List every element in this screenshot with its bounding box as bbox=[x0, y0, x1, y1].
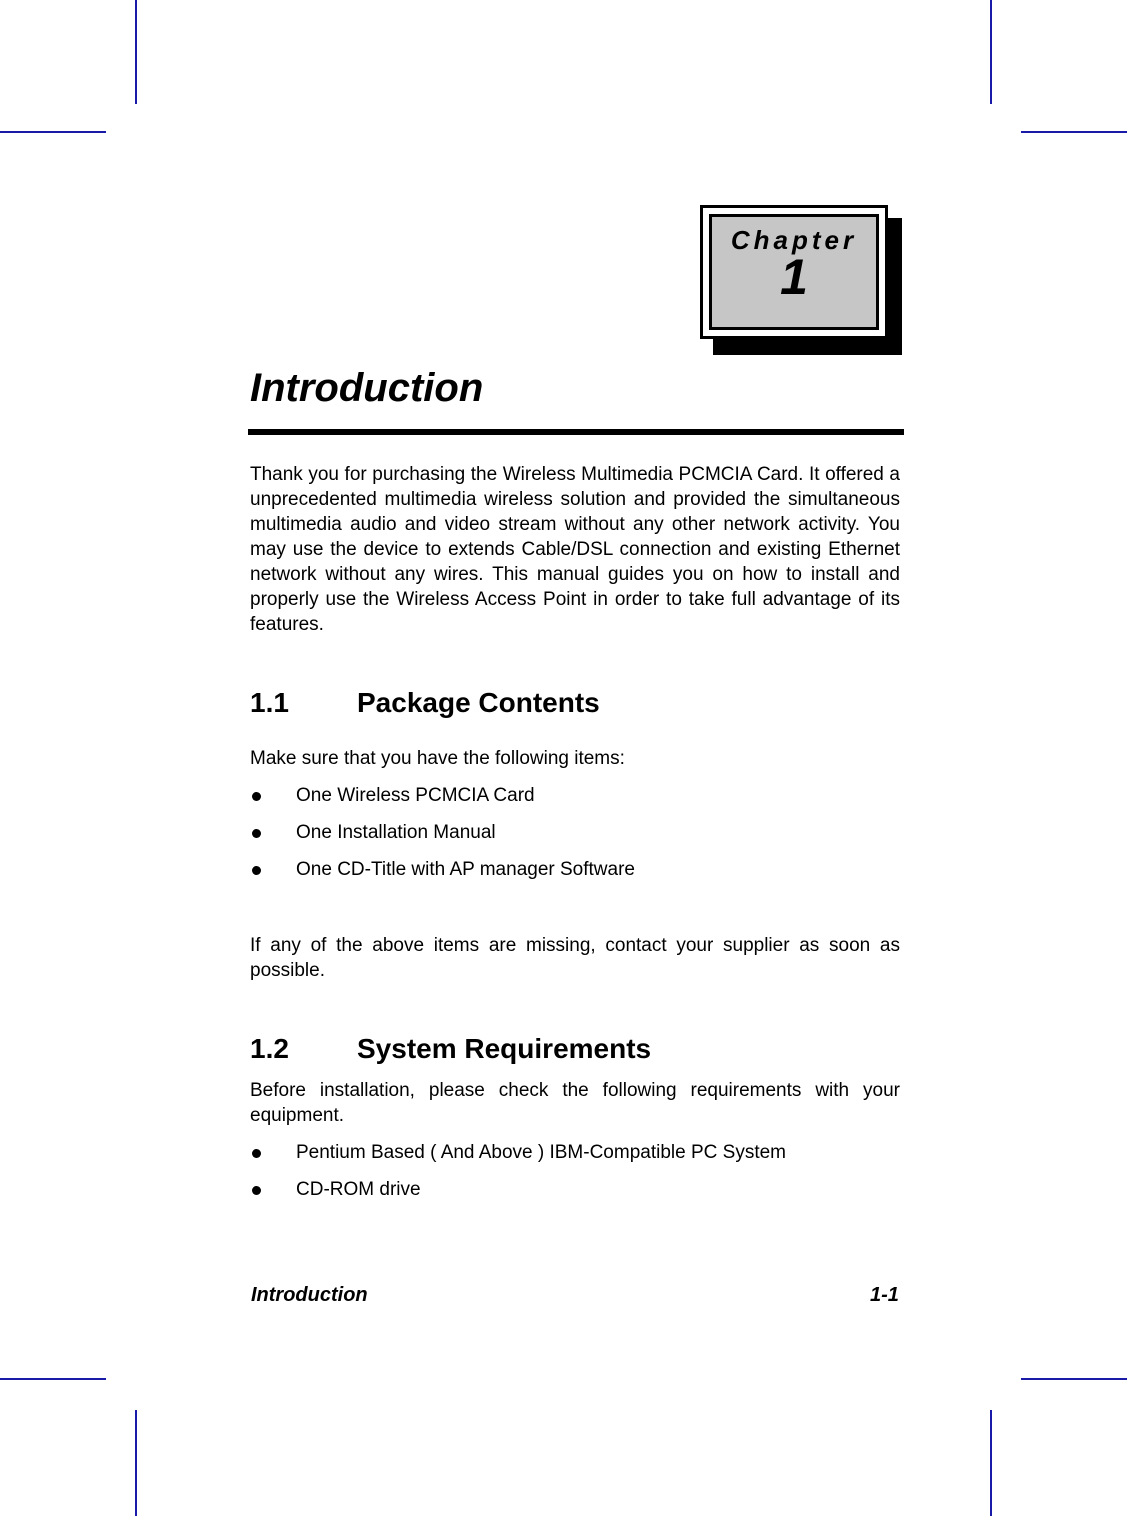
chapter-badge bbox=[700, 205, 888, 339]
chapter-number: 1 bbox=[780, 249, 808, 305]
title-rule bbox=[248, 429, 904, 435]
bullet-icon bbox=[252, 866, 261, 875]
footer-section-title: Introduction bbox=[251, 1284, 368, 1306]
list-item bbox=[250, 821, 635, 858]
crop-mark-top-left-vertical bbox=[135, 0, 137, 104]
crop-mark-top-right-vertical bbox=[990, 0, 992, 104]
section-number: 1.1 bbox=[250, 687, 289, 718]
crop-mark-bottom-left-vertical bbox=[135, 1410, 137, 1516]
chapter-label: Chapter bbox=[730, 225, 858, 255]
list-item bbox=[250, 858, 635, 895]
section-heading-package-contents bbox=[250, 687, 600, 719]
section-title: System Requirements bbox=[357, 1033, 652, 1064]
chapter-badge-inner bbox=[709, 214, 879, 330]
intro-paragraph: Thank you for purchasing the Wireless Multimedia PCMCIA Card. It offered a unprecedented multimedia wireless solution and provided the simultaneous multimedia audio and video stream without any other network activity. You may use the device to extends Cable/DSL connection and existing Ethernet network without any wires. This manual guides you on how to install and properly use the Wireless Access Point in order to take full advantage of its features. bbox=[250, 464, 900, 635]
package-note: If any of the above items are missing, contact your supplier as soon as possible. bbox=[250, 935, 900, 981]
crop-mark-bottom-right-horizontal bbox=[1021, 1378, 1127, 1380]
list-item bbox=[250, 1141, 786, 1178]
bullet-icon bbox=[252, 792, 261, 801]
section-heading-system-requirements bbox=[250, 1033, 651, 1065]
section-number: 1.2 bbox=[250, 1033, 289, 1064]
list-item-text: One Wireless PCMCIA Card bbox=[296, 785, 535, 806]
footer-page-number: 1-1 bbox=[870, 1284, 899, 1306]
list-item bbox=[250, 784, 635, 821]
crop-mark-top-right-horizontal bbox=[1021, 131, 1127, 133]
page-title: Introduction bbox=[250, 366, 484, 410]
crop-mark-bottom-left-horizontal bbox=[0, 1378, 106, 1380]
bullet-icon bbox=[252, 1149, 261, 1158]
bullet-icon bbox=[252, 829, 261, 838]
requirements-lead: Before installation, please check the following requirements with your equipment. bbox=[250, 1080, 900, 1126]
crop-mark-bottom-right-vertical bbox=[990, 1410, 992, 1516]
list-item bbox=[250, 1178, 786, 1215]
package-list bbox=[250, 784, 635, 895]
package-lead: Make sure that you have the following items: bbox=[250, 748, 625, 769]
list-item-text: Pentium Based ( And Above ) IBM-Compatible PC System bbox=[296, 1142, 786, 1163]
list-item-text: One Installation Manual bbox=[296, 822, 496, 843]
list-item-text: CD-ROM drive bbox=[296, 1179, 421, 1200]
section-title: Package Contents bbox=[357, 687, 600, 718]
crop-mark-top-left-horizontal bbox=[0, 131, 106, 133]
requirements-list bbox=[250, 1141, 786, 1215]
list-item-text: One CD-Title with AP manager Software bbox=[296, 859, 635, 880]
bullet-icon bbox=[252, 1186, 261, 1195]
